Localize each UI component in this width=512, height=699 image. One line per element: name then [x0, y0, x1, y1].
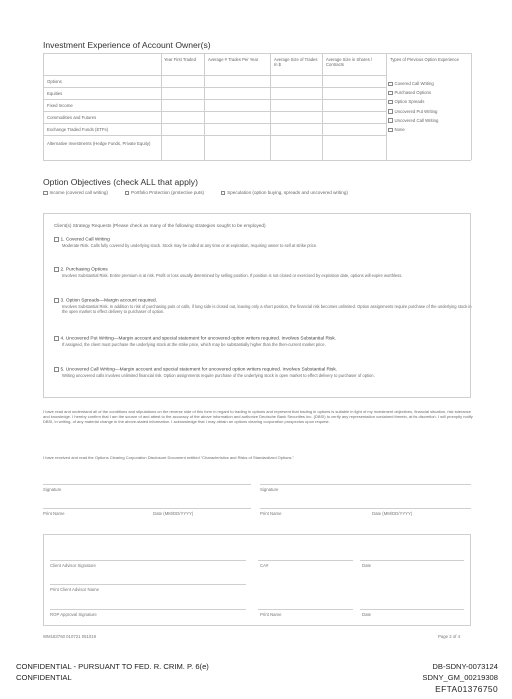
confidential-label: CONFIDENTIAL: [16, 673, 72, 682]
checkbox-icon[interactable]: [43, 191, 48, 196]
checkbox-icon[interactable]: [388, 100, 393, 105]
checkbox-icon[interactable]: [54, 237, 59, 242]
rop-print-name-label: Print Name: [260, 612, 282, 617]
col-option-experience: Types of Previous Option Experience: [390, 57, 459, 62]
owner2-signature-label: Signature: [260, 487, 279, 492]
strategy-uncovered-call: 5. Uncovered Call Writing—Margin account and special statement for uncovered option writers required. Involves Substantial Risk. Writing uncovered calls involves unlimited financial risk. Option assignments require purchase of the underlying stock in open market to effect delivery to purchaser of option.: [54, 367, 472, 378]
approval-box: [43, 534, 471, 626]
option-type-item[interactable]: Purchased Options: [388, 88, 438, 97]
owner1-signature-label: Signature: [43, 487, 62, 492]
row-commodities: Commodities and Futures: [47, 115, 97, 120]
objective-income[interactable]: Income (covered call writing): [43, 190, 108, 195]
objective-protection[interactable]: Portfolio Protection (protective puts): [125, 190, 205, 195]
owner2-date-label: Date (MM/DD/YYYY): [372, 511, 413, 516]
row-equities: Equities: [47, 91, 63, 96]
row-alternative: Alternative Investments (Hedge Funds, Private Equity): [47, 141, 151, 146]
objectives-title: Option Objectives (check ALL that apply): [43, 177, 198, 187]
page-number: Page 2 of 4: [438, 634, 460, 639]
rop-date-label: Date: [362, 612, 372, 617]
checkbox-icon[interactable]: [54, 267, 59, 272]
bates-db: DB-SDNY-0073124: [432, 662, 498, 671]
strategy-uncovered-put: 4. Uncovered Put Writing—Margin account and special statement for uncovered option writers required. Involves Substantial Risk. If assigned, the client must purchase the underlying stock at the strike price, which may be substantially higher than the then-current market price.: [54, 336, 472, 347]
checkbox-icon[interactable]: [54, 367, 59, 372]
agreement-paragraph: I have read and understand all of the conditions and stipulations on the reverse side of this form in regard to trading in options and represent that trading in options is suitable in light of my investment objectives, financial situation, risk tolerance and knowledge. I hereby confirm that I am the source of and attest to the accuracy of the above information and authorize Deutsche Bank Securities Inc. (DBSI) to verify any representation contained therein, at its discretion. I will promptly notify DBSI, in writing, of any material change in the above-stated information. I acknowledge that I may obtain an options clearing corporation prospectus upon request.: [43, 409, 473, 424]
owner1-print-name-label: Print Name: [43, 511, 65, 516]
owner1-date-label: Date (MM/DD/YYYY): [153, 511, 194, 516]
checkbox-icon[interactable]: [388, 91, 393, 96]
col-year-first-traded: Year First Traded: [164, 57, 196, 62]
checkbox-icon[interactable]: [388, 128, 393, 133]
checkbox-icon[interactable]: [125, 191, 130, 196]
experience-title: Investment Experience of Account Owner(s): [43, 40, 211, 50]
strategy-option-spreads: 3. Option Spreads—Margin account required. Involves Substantial Risk. In addition to risk of purchasing puts or calls, if long side is closed out, leaving only a short position, the financial risk becomes unlimited. Option assignments require purchase of the underlying stock in the open market to effect delivery to purchaser of option.: [54, 298, 472, 314]
objective-speculation[interactable]: Speculation (option buying, spreads and uncovered writing): [221, 190, 348, 195]
row-fixed-income: Fixed Income: [47, 103, 73, 108]
strategy-purchasing-options: 2. Purchasing Options Involves Substantial Risk. Entire premium is at risk. Profit or loss usually determined by selling position. If position is not closed or exercised by expiration date, options will expire worthless.: [54, 267, 472, 278]
col-avg-trades: Average # Trades Per Year: [208, 57, 259, 62]
objectives-list: [43, 190, 348, 195]
rop-approval-signature-label: ROP Approval Signature: [50, 612, 97, 617]
checkbox-icon[interactable]: [221, 191, 226, 196]
option-types-list: [388, 79, 438, 134]
checkbox-icon[interactable]: [54, 336, 59, 341]
row-etfs: Exchange Traded Funds (ETFs): [47, 127, 109, 132]
bates-sdny: SDNY_GM_00219308: [422, 673, 498, 682]
bates-efta: EFTA01376750: [435, 684, 498, 694]
col-avg-size-shares: Average Size in Shares / Contracts: [326, 57, 373, 68]
disclosure-statement: I have received and read the Options Clearing Corporation Disclosure Document entitled "Characteristics and Risks of Standardized Options.": [43, 455, 294, 460]
checkbox-icon[interactable]: [54, 298, 59, 303]
option-type-item[interactable]: None: [388, 125, 438, 134]
checkbox-icon[interactable]: [388, 109, 393, 114]
col-avg-size-dollars: Average Size of Trades In $: [274, 57, 318, 68]
checkbox-icon[interactable]: [388, 118, 393, 123]
option-type-item[interactable]: Covered Call Writing: [388, 79, 438, 88]
confidential-notice: CONFIDENTIAL - PURSUANT TO FED. R. CRIM. P. 6(e): [16, 662, 209, 671]
option-type-item[interactable]: Uncovered Put Writing: [388, 107, 438, 116]
row-options: Options: [47, 79, 62, 84]
client-advisor-signature-label: Client Advisor Signature: [50, 563, 96, 568]
advisor-date-label: Date: [362, 563, 372, 568]
form-id: WM183760 010721 051019: [43, 634, 97, 639]
print-client-advisor-name-label: Print Client Advisor Name: [50, 587, 99, 592]
option-type-item[interactable]: Uncovered Call Writing: [388, 116, 438, 125]
owner2-print-name-label: Print Name: [260, 511, 282, 516]
strategy-covered-call: 1. Covered Call Writing Moderate Risk. Calls fully covered by underlying stock. Stock may be called at any time or at expiration, requiring owner to sell at strike price.: [54, 237, 472, 248]
ca-number-label: CA#: [260, 563, 269, 568]
option-type-item[interactable]: Option Spreads: [388, 97, 438, 106]
strategy-intro: Client(s) Strategy Requests (Please check as many of the following strategies sought to be employed): [54, 223, 266, 228]
checkbox-icon[interactable]: [388, 82, 393, 87]
